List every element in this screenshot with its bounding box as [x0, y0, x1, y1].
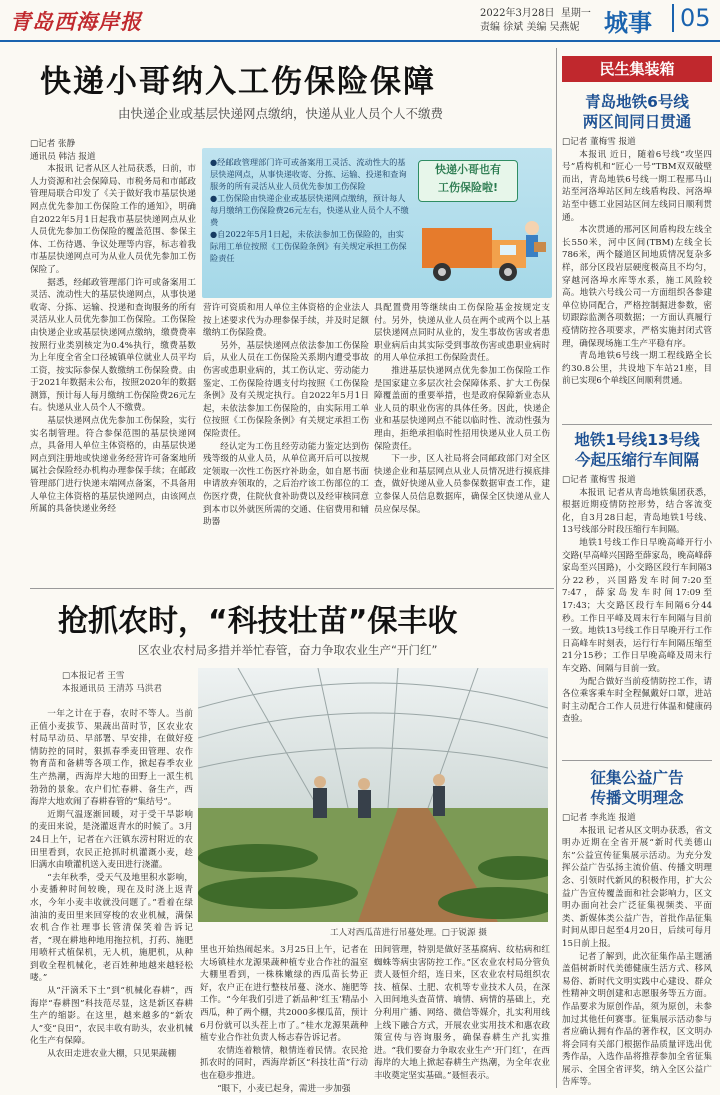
info-point: ●工伤保险由快递企业或基层快递网点缴纳，预计每人每月缴纳工伤保险费26元左右，快递从业人员个人不缴费 — [210, 193, 409, 227]
promo-badge — [418, 160, 518, 202]
byline-line: □本报记者 王雪 — [62, 671, 125, 681]
paragraph: “去年秋季，受天气及地里积水影响，小麦播种时间较晚，现在及时浇上返青水，今年小麦丰收就没问题了。”看着在绿油油的麦田里来回穿梭的农业机械，满保农机合作社理事长管清保笑着告诉记者，“现在耕地种地用拖拉机，打药、施肥用喷杆式植保机，无人机，施肥机，从种到收全程机械化，老百姓种地越来越轻松喽。” — [30, 872, 193, 984]
masthead-rule — [0, 40, 720, 42]
article1-subtitle: 由快递企业或基层快递网点缴纳，快递从业人员个人不缴费 — [118, 106, 444, 121]
paragraph: 本次贯通的邢河区间盾构段左线全长550米，河中区间(TBM)左线全长786米，两个隧道区间地质情况复杂多样，部分区段岩层硬度极高且不均匀，穿越河洛埠水库等水系，施工风险较高。地铁六号线公司一方面组织各参建单位协同配合，严格控制掘进参数，密切跟踪监测各项数据；一方面认真履行疫情防控各项要求，严格实施封闭式管理，确保现场施工生产平稳有序。 — [562, 225, 712, 349]
paragraph: 基层快递网点优先参加工伤保险，实行实名制管理。符合参保范围的基层快递网点，具备用人单位主体资格的，由基层快递网点到注册地或快递业务经营许可备案地所属社会保险经办机构办理参保手续；在邮政管理部门进行快递末端网点备案，不具备用人单位主体资格的基层快递网点，由该网点所属的具备快递业务经 — [30, 416, 196, 515]
page-number: 05 — [672, 4, 711, 32]
sidebar-separator — [562, 424, 712, 425]
paragraph: 下一步，区人社局将会同邮政部门对全区快递企业和基层网点从业人员情况进行摸底排查，做好快递从业人员参保数据审查工作，建立参保人员信息数据库，确保全区快递从业人员应保尽保。 — [374, 454, 550, 515]
paragraph: 本报讯 记者从青岛地铁集团获悉，根据近期疫情防控形势，结合客流变化，自3月28日起，青岛地铁1号线、13号线部分时段压缩行车间隔。 — [562, 487, 712, 536]
greenhouse-image — [198, 668, 548, 922]
paragraph: 记者了解到，此次征集作品主题涵盖倡树新时代美德健康生活方式、移风易俗、新时代文明实践中心建设、群众性精神文明创建和志愿服务等五方面。作品要求为原创作品，须为原创，未参加过其他任何赛事。征集展示活动参与者应确认拥有作品的著作权，区文明办将会同有关部门根据作品质量评选出优秀作品，入选作品将推荐参加全省征集展示、全国全省评奖，纳入全区公益广告库等。 — [562, 951, 712, 1088]
greenhouse-photo — [198, 668, 548, 922]
article1-byline: 通讯员 韩洁 报道 — [30, 151, 96, 162]
badge-line: 快递小哥也有 — [435, 163, 501, 176]
sidebar-item-1 — [562, 92, 712, 388]
article1-column-1 — [30, 138, 196, 516]
paragraph: 为配合做好当前疫情防控工作，请各位乘客乘车时全程佩戴好口罩，进站时主动配合工作人员进行体温和健康码查验。 — [562, 676, 712, 725]
paragraph: 经认定为工伤且经劳动能力鉴定达到伤残等级的从业人员，从单位离开后可以按规定领取一次性工伤医疗补助金，如自愿书面申请放弃领取的，之后治疗该工伤部位的工伤医疗费，住院伙食补助费以及经审核同意到本市以外就医所需的交通、住宿费用和辅助器 — [203, 441, 369, 528]
article1-byline: □记者 张静 — [30, 139, 76, 149]
sidebar-item-title: 地铁1号线13号线 — [574, 431, 700, 449]
paragraph: 从农田走进农业大棚，只见果蔬棚 — [47, 1049, 177, 1060]
article1-title: 快递小哥纳入工伤保险保障 — [40, 64, 436, 100]
badge-line: 工伤保险啦! — [437, 181, 499, 194]
paragraph: 据悉，经邮政管理部门许可或备案用工灵活、流动性大的基层快递网点，从事快递收寄、分拣、运输、投递和查询服务的所有灵活从业人员优先参加工伤保险。工伤保险由快递企业或基层快递网点缴纳，缴费费率按照行业类别核定为0.4%执行，缴费基数为上年度全省全口径城镇单位就业人员平均工资，按实际参保人数缴纳工伤保险费。由于2021年数据未公布，按照2020年的数据测算，预计每人每月缴纳工伤保险费26元左右。快递从业人员个人不缴费。 — [30, 277, 196, 414]
sidebar-item-title: 两区间同日贯通 — [582, 113, 692, 131]
sidebar-separator — [562, 760, 712, 761]
paragraph: 从“汗滴禾下土”到“机械化春耕”，西海岸“春耕图”科技范尽显，这是新区春耕生产的缩影。在这里，越来越多的“新农人”变“良田”，农民丰收有助头，农业机械化生产有保障。 — [30, 986, 193, 1047]
issue-weekday: 星期一 — [560, 8, 591, 19]
section-divider — [30, 588, 554, 589]
paragraph: 本报讯 近日，随着6号线“攻坚四号”盾构机和“匠心一号”TBM双双破壁而出，青岛地铁6号线一期工程邢马山站至河洛埠站区间左线盾构段、河洛埠站至中德工业园站区间左线同日顺利贯通。 — [562, 149, 712, 223]
byline-line: 本报通讯员 王清苏 马洪君 — [62, 684, 162, 694]
article1-column-3 — [374, 302, 550, 516]
article2-column-3 — [374, 944, 550, 1083]
paragraph: 地铁1号线工作日早晚高峰开行小交路(早高峰兴国路至薛家岛，晚高峰薛家岛至兴国路)，小交路区段行车间隔3分22秒，兴国路发车时间7:20至7:47，薛家岛发车时间17:09至17:43；大交路区段行车间隔6分44秒。工作日平峰及周末行车间隔与目前一致。地铁13号线工作日早晚开行工作日高峰车时刻表，运行行车间隔压缩至21分15秒；工作日早晚高峰及周末行车交路、间隔与目前一致。 — [562, 537, 712, 674]
paragraph: 本报讯 记者从区人社局获悉，日前，市人力资源和社会保障局、市税务局和市邮政管理局联合印发了《关于做好我市基层快递网点优先参加工伤保险工作的通知》，明确自2022年5月1日起我市基层快递网点从业人员优先参加工伤保险的覆盖范围、参保主体、工伤待遇、争议处理等内容，标志着我市基层快递网点可为从业人员优先参加工伤保险了。 — [30, 164, 197, 275]
issue-meta — [480, 7, 591, 35]
sidebar-item-3 — [562, 768, 712, 1089]
sidebar-byline: □记者 董梅雪 报道 — [562, 475, 636, 485]
sidebar-item-title: 传播文明理念 — [590, 789, 684, 807]
info-point: ●自2022年5月1日起，未依法参加工伤保险的，由实际用工单位按照《工伤保险条例》有关规定承担工伤保险责任 — [210, 229, 407, 263]
article2-column-2 — [200, 944, 368, 1095]
photo-caption: 工人对西瓜苗进行吊蔓处理。□于锐源 摄 — [330, 928, 487, 938]
paragraph: 推进基层快递网点优先参加工伤保险工作是国家建立多层次社会保障体系、扩大工伤保障覆盖面的重要举措，也是政府保障新业态从业人员的职业伤害的具体任务。因此，快递企业和基层快递网点不能以临时性、流动性强为理由，拒绝承担临时性招用快递从业人员工伤保险责任。 — [374, 365, 550, 452]
delivery-truck-icon — [412, 198, 548, 294]
paragraph: 营许可资质和用人单位主体资格的企业法人按上述要求代为办理参保手续，并及时足额缴纳工伤保险费。 — [203, 303, 369, 339]
sidebar-divider — [556, 48, 557, 1088]
article2-subtitle: 区农业农村局多措并举忙春管，奋力争取农业生产“开门红” — [138, 643, 438, 657]
issue-date: 2022年3月28日 — [480, 8, 555, 19]
article2-column-1 — [30, 708, 193, 1061]
article1-column-2 — [203, 302, 369, 529]
paragraph: 里也开始热闹起来。3月25日上午，记者在大场镇桂水龙源果蔬种植专业合作社的温室大棚里看到，一株株嫩绿的西瓜苗长势正好，农户正在进行整枝吊蔓、浇水、施肥等工作。“今年我们引进了新品种‘红玉’精品小西瓜，种了两个棚，共2000多棵瓜苗，预计6月份就可以头茬上市了。”桂水龙源果蔬种植专业合作社负责人杨志春告诉记者。 — [200, 945, 368, 1044]
article2-title: 抢抓农时，“科技壮苗”保丰收 — [58, 604, 458, 639]
paragraph: 具配置费用等继续由工伤保险基金按规定支付。另外，快递从业人员在两个或两个以上基层快递网点同时从业的，发生事故伤害或者患职业病后由其实际受到事故伤害或患职业病时的用人单位承担工伤保险责任。 — [374, 303, 550, 364]
info-point: ●经邮政管理部门许可或备案用工灵活、流动性大的基层快递网点，从事快递收寄、分拣、运输、投递和查询服务的所有灵活从业人员优先参加工伤保险 — [210, 157, 407, 191]
paragraph: “眼下，小麦已起身，需进一步加强 — [217, 1083, 351, 1094]
paragraph: 农情连着粮情，粮情连着民情。农民抢抓农时的同时，西海岸新区“科技壮苗”行动也在稳步推进。 — [200, 1045, 368, 1081]
newspaper-logo: 青岛西海岸报 — [10, 9, 142, 34]
sidebar-byline: □记者 李兆连 报道 — [562, 813, 636, 823]
editor-line: 责编 徐斌 美编 吴燕妮 — [480, 22, 580, 33]
paragraph: 一年之计在于春，农时不等人。当前正值小麦拔节、果蔬出苗时节，区农业农村局早动员、早部署、早安排，在做好疫情防控的同时，狠抓春季麦田管理、农作物育苗和备耕等各项工作，掀起春季农业生产热潮，西海岸大地的田野上一派生机勃勃的景象。农户们忙春耕、备生产，西海岸大地欢闹了春耕春管的“集结号”。 — [30, 709, 193, 808]
sidebar-item-2 — [562, 430, 712, 726]
infographic-text — [210, 156, 410, 264]
sidebar-header: 民生集装箱 — [562, 56, 712, 82]
sidebar-item-title: 征集公益广告 — [590, 769, 684, 787]
sidebar-item-title: 青岛地铁6号线 — [585, 93, 689, 111]
sidebar-byline: □记者 董梅雪 报道 — [562, 137, 636, 147]
paragraph: 近期气温逐渐回暖，对于受干旱影响的麦田来说，是浇灌返青水的时候了。3月24日上午，记者在六汪镇东涝村附近的农田里看到，农民正抢抓时机灌溉小麦，趁旧满水由喷灌机送入麦田进行浇灌。 — [30, 809, 193, 871]
sidebar-item-title: 今起压缩行车间隔 — [574, 451, 699, 469]
paragraph: 本报讯 记者从区文明办获悉，省文明办近期在全省开展“新时代美德山东”公益宣传征集展示活动。为充分发挥公益广告弘扬主流价值、传播文明理念、引领时代新风的积极作用，扩大公益广告宣传覆盖面和社会影响力，区文明办面向社会广泛征集视频类、平面类、新媒体类公益广告，首批作品征集时间从即日起至4月20日，后续可每月15日前上报。 — [562, 825, 712, 949]
paragraph: 另外，基层快递网点依法参加工伤保险后，从业人员在工伤保险关系期内遭受事故伤害或患职业病的，其工伤认定、劳动能力鉴定、工伤保险待遇支付均按照《工伤保险条例》及有关规定执行。自2022年5月1日起，未依法参加工伤保险的，由实际用工单位按照《工伤保险条例》有关规定承担工伤保险责任。 — [203, 340, 369, 439]
section-name: 城事 — [604, 8, 652, 37]
paragraph: 青岛地铁6号线一期工程线路全长约30.8公里，共设地下车站21座，目前已实现6个单线区间顺利贯通。 — [562, 351, 712, 387]
paragraph: 田间管理，特别是做好茎基腐病、纹枯病和红蜘蛛等病虫害防控工作。”区农业农村局分管负责人聂恒介绍，连日来，区农业农村局组织农技、植保、土肥、农机等专业技术人员，在深入田间地头查苗情、墒情、病情的基础上，充分利用广播、网络、微信等媒介，扎实利用线上线下融合方式，开展农业实用技术和惠农政策宣传与咨询服务，确保春耕生产扎实推进。“我们要奋力争取农业生产‘开门红’，在西海岸的大地上掀起春耕生产热潮，为全年农业丰收奠定坚实基础。”聂恒表示。 — [374, 945, 550, 1081]
article2-byline — [62, 670, 168, 696]
